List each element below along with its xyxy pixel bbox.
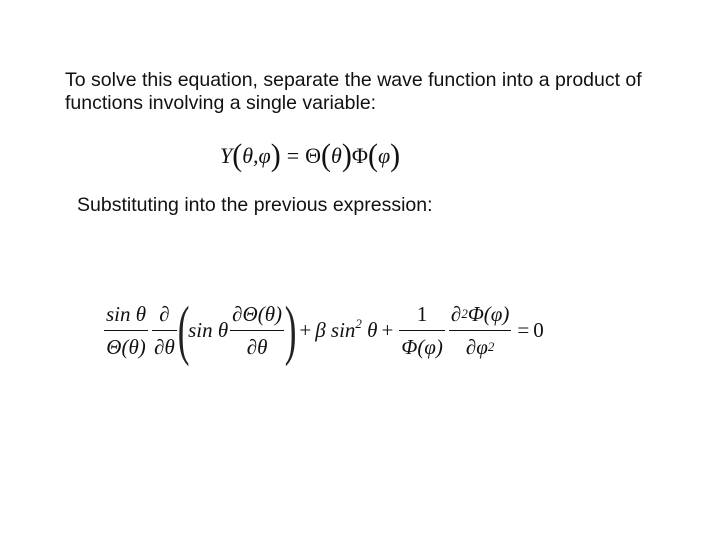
intro-line-2: functions involving a single variable: — [65, 92, 377, 114]
eq2-term1-denominator: Θ(θ) — [106, 334, 146, 359]
eq1-phi-arg: φ — [377, 143, 391, 168]
eq2-term4-fraction — [449, 300, 511, 361]
eq1-lhs-symbol: Y — [220, 143, 233, 168]
eq2-term1-numerator: sin θ — [106, 301, 147, 326]
eq1-open-paren: ( — [232, 138, 243, 173]
eq2-open-paren: ( — [177, 292, 190, 367]
eq2-close-paren: ) — [284, 292, 297, 367]
eq2-rhs: 0 — [533, 317, 544, 342]
eq2-term3-fraction — [399, 300, 445, 361]
eq1-theta-arg: θ — [331, 143, 342, 168]
eq1-equals: = — [286, 143, 300, 168]
intro-line-1: To solve this equation, separate the wave function into a product of — [65, 69, 642, 91]
eq1-args: θ,φ — [242, 143, 271, 168]
eq2-partial-fraction — [152, 300, 177, 361]
eq2-equals: = — [517, 317, 530, 342]
eq1-close-paren: ) — [270, 138, 281, 173]
eq1-close-paren-3: ) — [390, 138, 401, 173]
substitution-text: Substituting into the previous expression: — [77, 194, 433, 216]
eq2-inner-denominator: ∂θ — [246, 334, 268, 359]
eq2-term4-bar — [449, 330, 511, 331]
eq2-term4-numerator: ∂ 2 Φ(φ) — [450, 301, 510, 326]
eq2-term1-bar — [104, 330, 148, 331]
eq2-inner-fraction — [230, 300, 284, 361]
substituted-equation — [102, 293, 544, 367]
eq1-open-paren-3: ( — [367, 138, 378, 173]
eq1-phi-func: Φ — [351, 143, 368, 168]
eq2-partial-numerator: ∂ — [159, 301, 170, 326]
eq2-term3-numerator: 1 — [416, 301, 428, 326]
eq2-term4-den-partial: ∂φ — [465, 334, 488, 359]
eq2-plus-1: + — [299, 317, 312, 342]
eq2-inner-sin: sin θ — [188, 317, 229, 342]
eq2-term1-fraction — [104, 300, 148, 361]
intro-text — [65, 69, 665, 115]
eq2-term3-denominator: Φ(φ) — [401, 334, 443, 359]
eq1-theta-func: Θ — [305, 143, 322, 168]
separation-equation — [220, 139, 400, 173]
eq2-beta-sin: β sin — [315, 317, 356, 342]
eq2-beta-exponent: 2 — [355, 315, 362, 331]
eq2-term4-num-partial: ∂ — [450, 301, 462, 326]
eq2-beta-term — [315, 315, 378, 343]
eq2-partial-denominator: ∂θ — [154, 334, 175, 359]
eq2-partial-bar — [152, 330, 177, 331]
eq2-plus-2: + — [381, 317, 394, 342]
eq2-term4-num-phi: Φ(φ) — [467, 301, 510, 326]
eq1-close-paren-2: ) — [341, 138, 352, 173]
eq1-open-paren-2: ( — [321, 138, 332, 173]
eq2-inner-numerator: ∂Θ(θ) — [232, 301, 283, 326]
eq2-inner-bar — [230, 330, 284, 331]
eq2-term4-denominator: ∂φ 2 — [465, 334, 495, 359]
eq2-term3-bar — [399, 330, 445, 331]
eq2-beta-theta: θ — [361, 317, 378, 342]
